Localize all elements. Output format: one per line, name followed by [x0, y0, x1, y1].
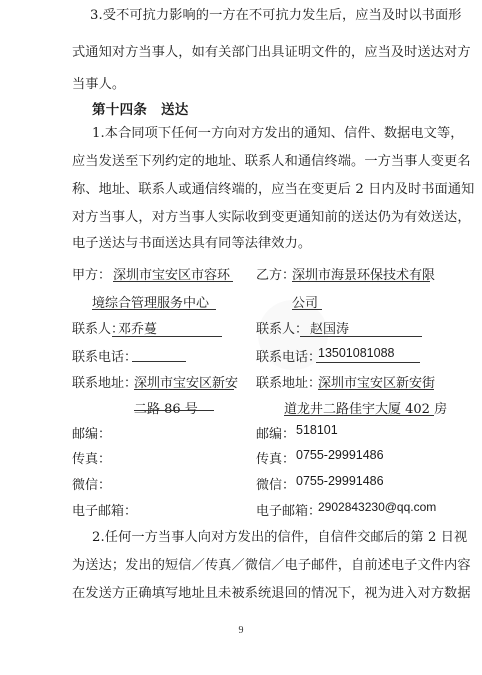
party-b-name-1: 深圳市海景环保技术有限: [292, 268, 436, 283]
party-b-address-label: 联系地址：: [256, 376, 322, 391]
party-b-postcode-label: 邮编：: [256, 427, 296, 442]
party-b-wechat-value: 0755-29991486: [296, 474, 384, 488]
party-a-address-label: 联系地址：: [72, 376, 138, 391]
article14-line-2: 应当发送至下列约定的地址、联系人和通信终端。一方当事人变更名: [72, 154, 471, 169]
article-heading: 第十四条 送达: [92, 102, 189, 118]
underline: [292, 309, 322, 310]
underline: [132, 361, 186, 362]
article14-line-3: 称、地址、联系人或通信终端的，应当在变更后 2 日内及时书面通知: [72, 182, 475, 197]
underline: [300, 336, 422, 337]
party-a-fax-label: 传真：: [72, 452, 112, 467]
party-a-contact-label: 联系人：: [72, 322, 125, 337]
party-a-label: 甲方：: [72, 268, 112, 283]
party-b-contact-label: 联系人：: [256, 322, 309, 337]
party-b-phone-value: 13501081088: [318, 346, 395, 360]
party-a-postcode-label: 邮编：: [72, 427, 112, 442]
party-b-wechat-label: 微信：: [256, 478, 296, 493]
clause3-line-2: 式通知对方当事人，如有关部门出具证明文件的，应当及时送达对方: [72, 45, 471, 60]
party-a-address-1: 深圳市宝安区新安: [134, 376, 239, 391]
party-b-name-2: 公司: [292, 296, 319, 311]
party-b-label: 乙方：: [256, 268, 296, 283]
party-b-address-2: 道龙井二路佳宇大厦 402 房: [284, 402, 448, 417]
underline: [134, 389, 234, 390]
party-a-name-1: 深圳市宝安区市容环: [113, 268, 231, 283]
party-a-wechat-label: 微信：: [72, 478, 112, 493]
underline: [92, 309, 216, 310]
article14-line-5: 电子送达与书面送达具有同等法律效力。: [72, 236, 312, 251]
underline: [316, 362, 420, 363]
party-a-name-2: 境综合管理服务中心: [92, 296, 210, 311]
party-b-address-1: 深圳市宝安区新安街: [318, 376, 436, 391]
underline: [112, 336, 222, 337]
underline: [113, 281, 233, 282]
underline: [284, 415, 434, 416]
underline: [134, 410, 214, 411]
underline: [292, 281, 430, 282]
clause3-line-1: 3.受不可抗力影响的一方在不可抗力发生后，应当及时以书面形: [90, 8, 462, 23]
underline: [318, 389, 434, 390]
clause2-line-3: 在发送方正确填写地址且未被系统退回的情况下，视为进入对方数据: [72, 586, 471, 601]
party-a-address-2: 二路 86 号: [134, 402, 198, 417]
page-number: 9: [238, 625, 244, 636]
party-b-phone-label: 联系电话：: [256, 350, 322, 365]
party-b-contact-value: 赵国涛: [310, 322, 350, 337]
party-b-postcode-value: 518101: [296, 423, 338, 437]
article14-line-4: 对方当事人，对方当事人实际收到变更通知前的送达仍为有效送达，: [72, 210, 471, 225]
party-b-fax-value: 0755-29991486: [296, 448, 384, 462]
clause2-line-1: 2.任何一方当事人向对方发出的信件，自信件交邮后的第 2 日视: [92, 530, 468, 545]
clause3-line-3: 当事人。: [72, 77, 126, 92]
clause2-line-2: 为送达；发出的短信／传真／微信／电子邮件，自前述电子文件内容: [72, 558, 471, 573]
party-a-email-label: 电子邮箱：: [72, 504, 138, 519]
article14-line-1: 1.本合同项下任何一方向对方发出的通知、信件、数据电文等，: [92, 126, 464, 141]
party-b-fax-label: 传真：: [256, 452, 296, 467]
party-a-phone-label: 联系电话：: [72, 350, 138, 365]
party-a-contact-value: 邓乔蔓: [118, 322, 158, 337]
party-b-email-label: 电子邮箱：: [256, 504, 322, 519]
party-b-email-value: 2902843230@qq.com: [318, 500, 437, 514]
